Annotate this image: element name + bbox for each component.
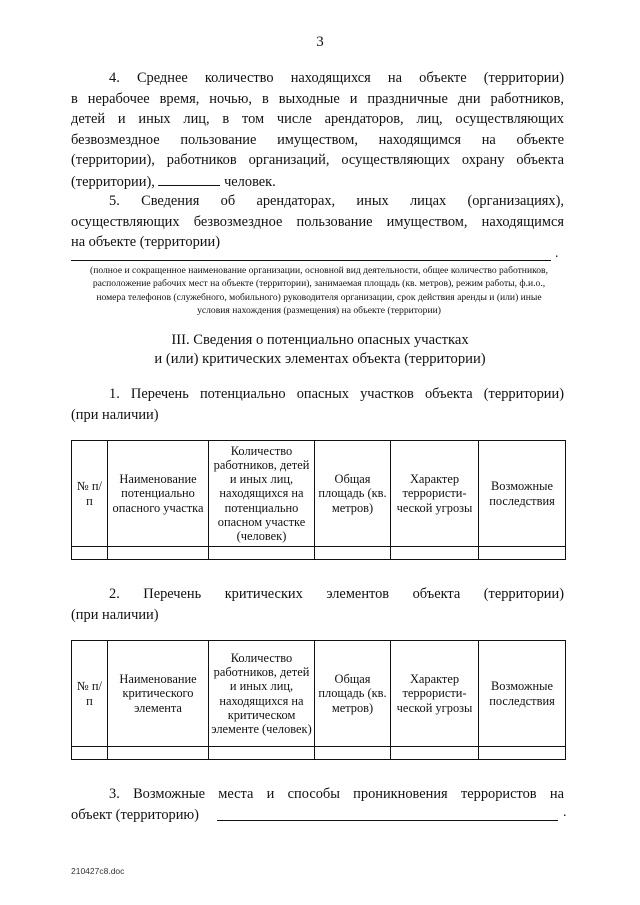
section-3-title-line: и (или) критических элементах объекта (территории) [154, 351, 486, 367]
list-1-line: 1. Перечень потенциально опасных участков объекта (территории) [109, 386, 564, 402]
table-cell[interactable] [108, 747, 209, 760]
tenants-fill-line[interactable] [71, 260, 551, 261]
table-cell[interactable] [72, 547, 108, 560]
item-4-line: 4. Среднее количество находящихся на объекте (территории) [109, 70, 564, 86]
table-header-consequences: Возможные последствия [479, 641, 566, 747]
table-cell[interactable] [391, 747, 479, 760]
item-4-last-line [71, 171, 564, 193]
item-3-line: 3. Возможные места и способы проникновения террористов на [109, 786, 564, 802]
table-header-area: Общая площадь (кв. метров) [315, 641, 391, 747]
list-2-line: (при наличии) [71, 606, 159, 623]
item-3-line-2 [71, 805, 564, 826]
item-4-last-suffix: человек. [224, 173, 276, 190]
table-row [72, 747, 566, 760]
item-5-line: осуществляющих безвозмездное пользование имуществом, находящимся [71, 213, 564, 230]
table-cell[interactable] [209, 547, 315, 560]
list-2-line: 2. Перечень критических элементов объекта (территории) [109, 586, 564, 602]
item-3-prefix: объект (территорию) [71, 806, 199, 823]
item-4-line: (территории), работников организаций, осуществляющих охрану объекта [71, 152, 564, 168]
table-header-number: № п/п [72, 441, 108, 547]
table-cell[interactable] [391, 547, 479, 560]
penetration-line-end: . [563, 805, 567, 820]
employee-count-blank[interactable] [158, 171, 220, 186]
item-4-line: безвозмездное пользование имуществом, находящимся на объекте [71, 131, 564, 148]
hazard-areas-table [71, 440, 566, 560]
table-header-name: Наименование критического элемента [108, 641, 209, 747]
table-header-threat: Характер террористи-ческой угрозы [391, 641, 479, 747]
list-1-heading [71, 384, 564, 425]
item-4-paragraph [71, 68, 564, 192]
table-header-threat: Характер террористи-ческой угрозы [391, 441, 479, 547]
table-header-area: Общая площадь (кв. метров) [315, 441, 391, 547]
tenants-line-end: . [555, 246, 559, 261]
table-row [72, 547, 566, 560]
tenants-note: (полное и сокращенное наименование организации, основной вид деятельности, общее количество работников, расположение рабочих мест на объекте (территории), занимаемая площадь (кв. метров), режим работы, ф.и.о., номера телефонов (служебного, мобильного) руководителя организации, срок действия аренды и (или) иные условия нахождения (размещения) на объекте (территории) [90, 265, 548, 316]
table-header-name: Наименование потенциально опасного участка [108, 441, 209, 547]
footer-doc-code: 210427с8.doc [71, 866, 125, 876]
item-4-last-prefix: (территории), [71, 173, 155, 190]
table-cell[interactable] [315, 547, 391, 560]
table-cell[interactable] [315, 747, 391, 760]
item-5-last-line: на объекте (территории) [71, 234, 220, 250]
item-4-line: детей и иных лиц, в том числе арендаторов, лиц, осуществляющих [71, 111, 564, 127]
table-header-number: № п/п [72, 641, 108, 747]
item-4-line: в нерабочее время, ночью, в выходные и праздничные дни работников, [71, 90, 564, 107]
item-5-paragraph [71, 191, 564, 253]
item-3-paragraph [71, 784, 564, 825]
section-3-heading [0, 331, 640, 369]
table-cell[interactable] [108, 547, 209, 560]
table-header-people-count: Количество работников, детей и иных лиц, находящихся на потенциально опасном участке (человек) [209, 441, 315, 547]
list-2-heading [71, 584, 564, 625]
page-number: 3 [316, 34, 324, 50]
table-cell[interactable] [479, 747, 566, 760]
table-header-consequences: Возможные последствия [479, 441, 566, 547]
critical-elements-table [71, 640, 566, 760]
list-1-line: (при наличии) [71, 406, 159, 423]
table-cell[interactable] [72, 747, 108, 760]
table-cell[interactable] [479, 547, 566, 560]
section-3-title-line: III. Сведения о потенциально опасных участках [171, 332, 469, 348]
table-cell[interactable] [209, 747, 315, 760]
penetration-fill-line[interactable] [217, 820, 558, 821]
item-5-line: 5. Сведения об арендаторах, иных лицах (организациях), [109, 193, 564, 209]
table-header-people-count: Количество работников, детей и иных лиц, находящихся на критическом элементе (человек) [209, 641, 315, 747]
